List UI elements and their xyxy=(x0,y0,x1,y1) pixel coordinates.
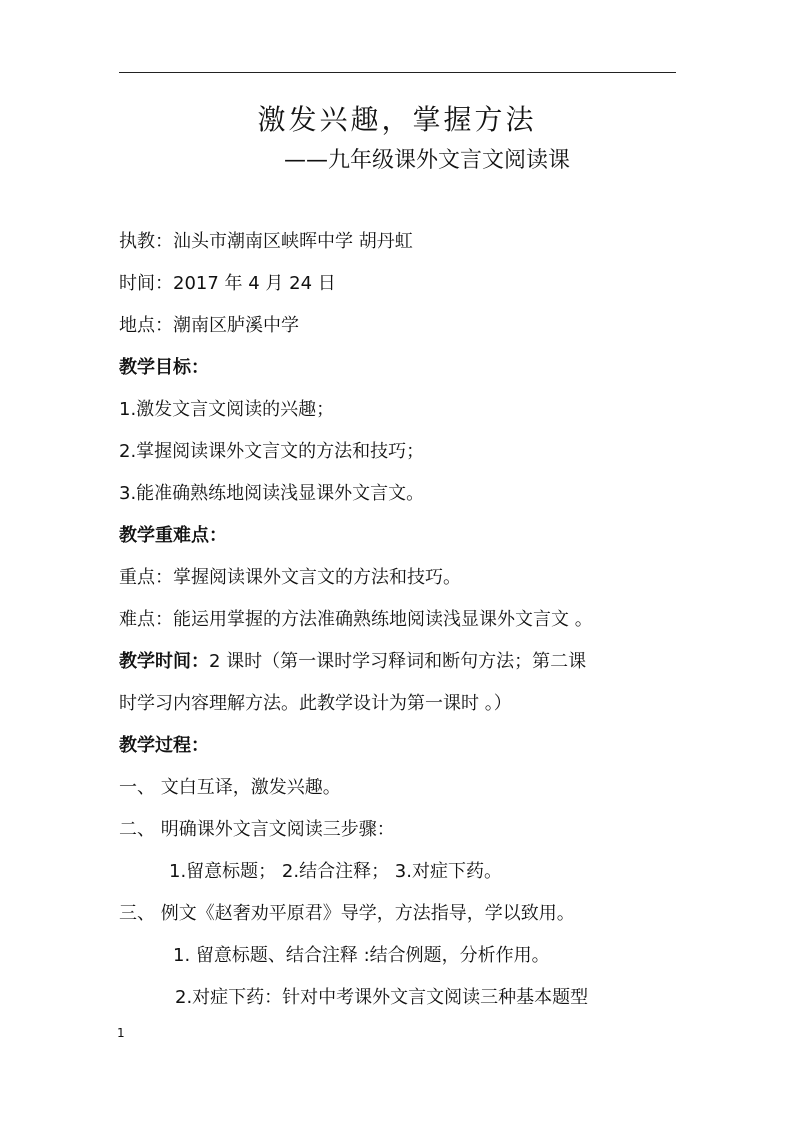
document-subtitle: ——九年级课外文言文阅读课 xyxy=(284,148,571,173)
process-step: 二、 明确课外文言文阅读三步骤： xyxy=(119,819,395,840)
document-title: 激发兴趣，掌握方法 xyxy=(257,103,537,136)
teaching-time-line xyxy=(119,648,586,676)
process-substep: 1.留意标题； 2.结合注释； 3.对症下药。 xyxy=(169,861,502,882)
teacher-line: 执教：汕头市潮南区峡晖中学 胡丹虹 xyxy=(119,231,413,252)
difficult-point-line: 难点：能运用掌握的方法准确熟练地阅读浅显课外文言文 。 xyxy=(119,609,593,630)
goal-item: 2.掌握阅读课外文言文的方法和技巧； xyxy=(119,441,425,462)
teaching-time-label: 教学时间： xyxy=(119,651,209,672)
page-number: 1 xyxy=(117,1026,125,1040)
place-line: 地点：潮南区胪溪中学 xyxy=(119,315,299,336)
key-point-line: 重点：掌握阅读课外文言文的方法和技巧。 xyxy=(119,567,461,588)
teaching-time-text: 2 课时（第一课时学习释词和断句方法；第二课 xyxy=(209,651,587,672)
process-step: 三、 例文《赵奢劝平原君》导学，方法指导，学以致用。 xyxy=(119,903,575,924)
time-line: 时间：2017 年 4 月 24 日 xyxy=(119,273,336,294)
keypoints-heading: 教学重难点： xyxy=(119,525,227,546)
process-step: 一、 文白互译，激发兴趣。 xyxy=(119,777,341,798)
goal-item: 1.激发文言文阅读的兴趣； xyxy=(119,399,335,420)
goal-item: 3.能准确熟练地阅读浅显课外文言文。 xyxy=(119,483,425,504)
process-substep: 1. 留意标题、结合注释 :结合例题，分析作用。 xyxy=(173,945,550,966)
process-heading: 教学过程： xyxy=(119,735,209,756)
header-rule xyxy=(119,72,676,73)
process-substep: 2.对症下药：针对中考课外文言文阅读三种基本题型 xyxy=(175,987,589,1008)
goals-heading: 教学目标： xyxy=(119,357,209,378)
teaching-time-continued: 时学习内容理解方法。此教学设计为第一课时 。） xyxy=(119,693,512,714)
